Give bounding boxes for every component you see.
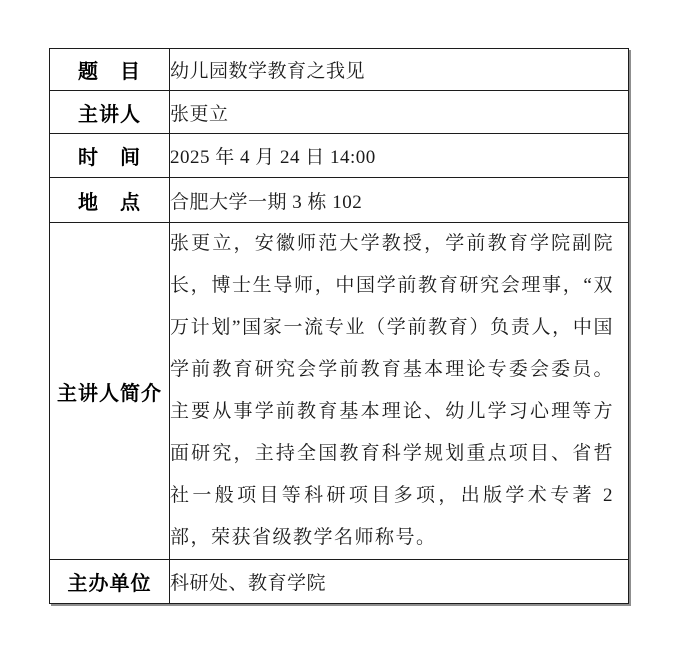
location-label: 地 点 xyxy=(50,178,170,223)
table-row-bio xyxy=(50,223,629,560)
time-label: 时 间 xyxy=(50,134,170,178)
table-row-location xyxy=(50,178,629,223)
title-value: 幼儿园数学教育之我见 xyxy=(170,49,629,91)
table-row-organizer xyxy=(50,560,629,604)
bio-value: 张更立，安徽师范大学教授，学前教育学院副院长，博士生导师，中国学前教育研究会理事，“双万计划”国家一流专业（学前教育）负责人，中国学前教育研究会学前教育基本理论专委会委员。主要从事学前教育基本理论、幼儿学习心理等方面研究，主持全国教育科学规划重点项目、省哲社一般项目等科研项目多项，出版学术专著 2 部，荣获省级教学名师称号。 xyxy=(170,223,629,560)
location-value: 合肥大学一期 3 栋 102 xyxy=(170,178,629,223)
speaker-label: 主讲人 xyxy=(50,91,170,134)
time-value: 2025 年 4 月 24 日 14:00 xyxy=(170,134,629,178)
organizer-label: 主办单位 xyxy=(50,560,170,604)
table-row-speaker xyxy=(50,91,629,134)
table-row-time xyxy=(50,134,629,178)
lecture-info-table xyxy=(49,48,629,604)
bio-label: 主讲人简介 xyxy=(50,223,170,560)
organizer-value: 科研处、教育学院 xyxy=(170,560,629,604)
title-label: 题 目 xyxy=(50,49,170,91)
table-row-title xyxy=(50,49,629,91)
speaker-value: 张更立 xyxy=(170,91,629,134)
